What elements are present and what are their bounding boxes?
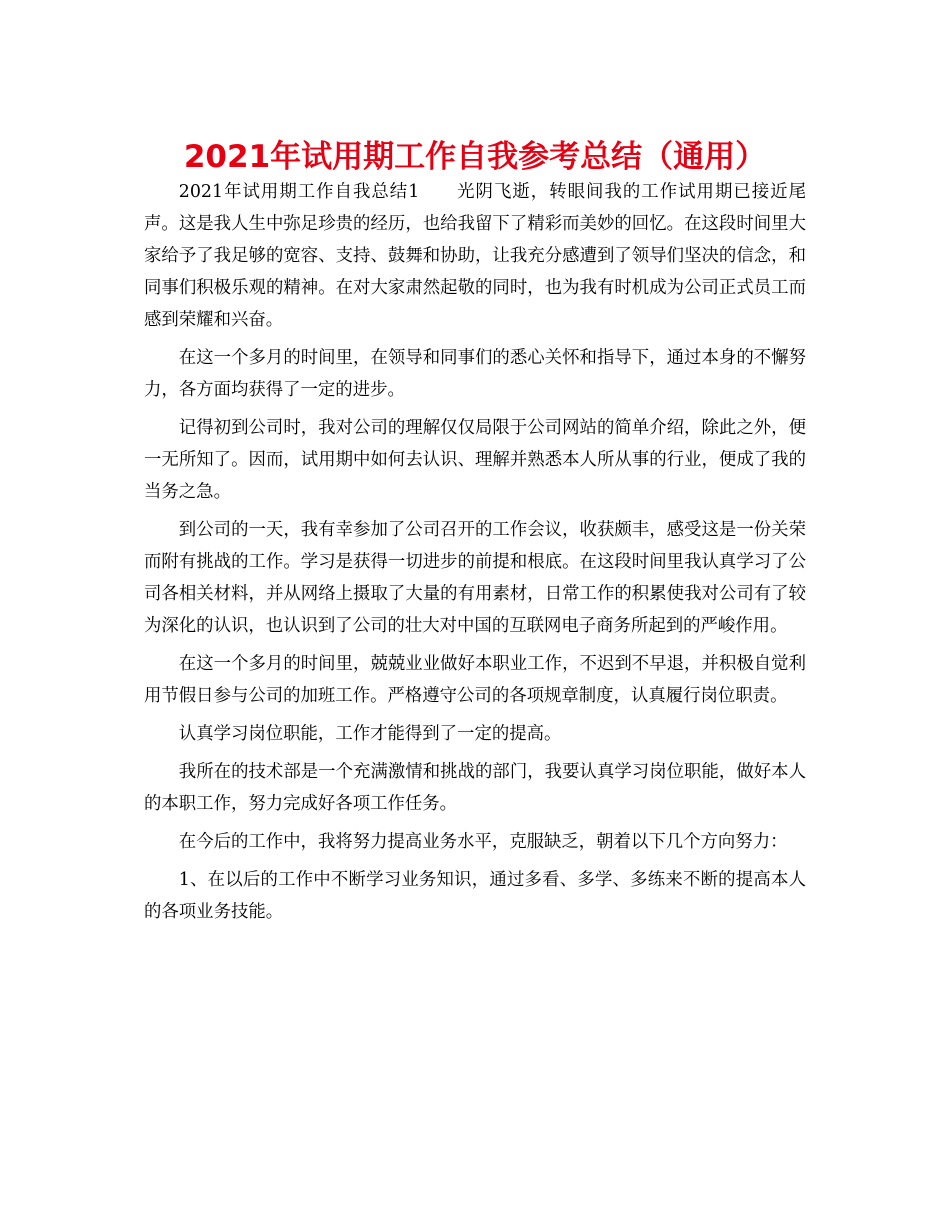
paragraph: 我所在的技术部是一个充满激情和挑战的部门，我要认真学习岗位职能，做好本人的本职工作，努力完成好各项工作任务。 <box>144 762 806 814</box>
paragraph: 1、在以后的工作中不断学习业务知识，通过多看、多学、多练来不断的提高本人的各项业务技能。 <box>144 870 806 922</box>
paragraph: 记得初到公司时，我对公司的理解仅仅局限于公司网站的简单介绍，除此之外，便一无所知了。因而，试用期中如何去认识、理解并熟悉本人所从事的行业，便成了我的当务之急。 <box>144 418 806 502</box>
paragraph: 在今后的工作中，我将努力提高业务水平，克服缺乏，朝着以下几个方向努力： <box>178 832 788 852</box>
document-title: 2021年试用期工作自我参考总结（通用） <box>183 139 767 175</box>
paragraph: 到公司的一天，我有幸参加了公司召开的工作会议，收获颇丰，感受这是一份关荣而附有挑战的工作。学习是获得一切进步的前提和根底。在这段时间里我认真学习了公司各相关材料，并从网络上摄取了大量的有用素材，日常工作的积累使我对公司有了较为深化的认识，也认识到了公司的壮大对中国的互联网电子商务所起到的严峻作用。 <box>144 520 806 636</box>
paragraph: 在这一个多月的时间里，在领导和同事们的悉心关怀和指导下，通过本身的不懈努力，各方面均获得了一定的进步。 <box>144 348 806 400</box>
document-body <box>144 176 806 934</box>
paragraph: 2021年试用期工作自我总结1 光阴飞逝，转眼间我的工作试用期已接近尾声。这是我人生中弥足珍贵的经历，也给我留下了精彩而美妙的回忆。在这段时间里大家给予了我足够的宽容、支持、鼓舞和协助，让我充分感遭到了领导们坚决的信念，和同事们积极乐观的精神。在对大家肃然起敬的同时，也为我有时机成为公司正式员工而感到荣耀和兴奋。 <box>144 182 806 330</box>
paragraph: 在这一个多月的时间里，兢兢业业做好本职业工作，不迟到不早退，并积极自觉利用节假日参与公司的加班工作。严格遵守公司的各项规章制度，认真履行岗位职责。 <box>144 654 806 706</box>
paragraph: 认真学习岗位职能，工作才能得到了一定的提高。 <box>178 724 562 744</box>
